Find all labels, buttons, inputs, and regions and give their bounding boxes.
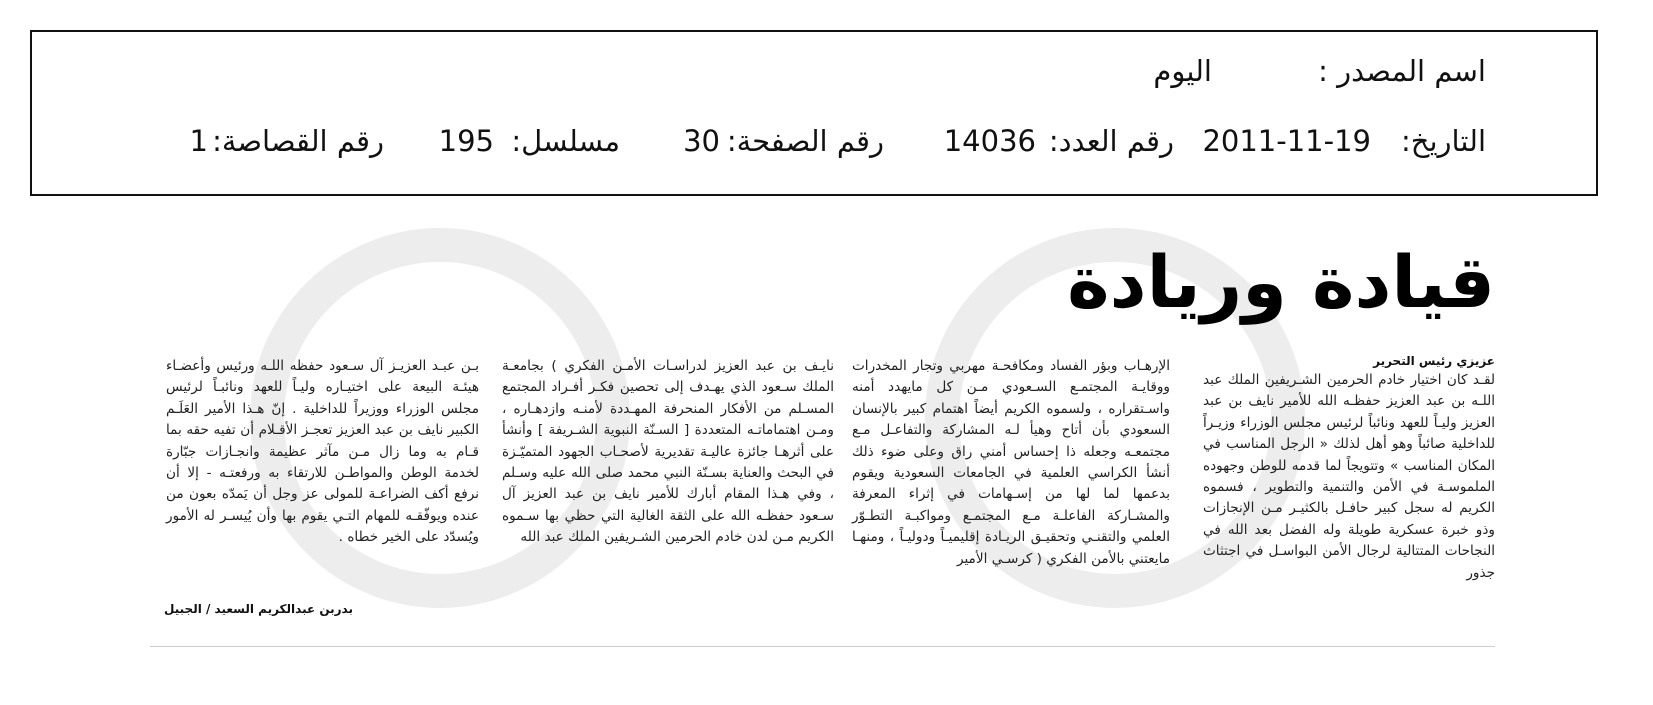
issue-label: رقم العدد:	[1048, 124, 1174, 158]
article-column-2	[852, 356, 1170, 570]
article-headline: قيادة وريادة	[1067, 240, 1495, 324]
column-text: نايـف بن عبد العزيز لدراسـات الأمـن الفكري ) بجامعـة الملك سـعود الذي يهـدف إلى تحصين فكـر أفـراد المجتمع المسـلم من الأفكار المنحرفة المهـددة لأمنـه وازدهـاره ، ومـن اهتماماتـه المتعددة [ السـنّة النبوية الشـريفة ] وأنشأ على أثرهـا جائزة عاليـة تقديرية لأصحـاب الجهود المتميّـزة في البحث والعناية بسـنّة النبي محمد صلى الله عليه وسـلم ، وفي هـذا المقام أبارك للأمير نايف بن عبد العزيز آل سـعود حفظـه الله على الثقة الغالية التي حظي بها سـموه الكريم مـن لدن خادم الحرمين الشـريفين الملك عبد الله	[502, 358, 834, 546]
date-value: 2011-11-19	[1202, 124, 1371, 158]
author-signature: بدربن عبدالكريم السعيد / الجبيل	[164, 602, 353, 616]
page-value: 30	[683, 124, 720, 158]
salutation: عزيزي رئيس التحرير	[1373, 354, 1495, 368]
bottom-divider	[150, 646, 1495, 647]
source-label: اسم المصدر :	[1318, 54, 1486, 88]
article-column-4	[166, 356, 479, 549]
column-text: بـن عبـد العزيـز آل سـعود حفظه اللـه ورئيس وأعضـاء هيئـة البيعة على اختيـاره وليـاً للعهد ونائبـاً لرئيس مجلس الوزراء ووزيراً للداخلية . إنّ هـذا الأمير العَلَـم الكبير نايف بن عبد العزيز تعجـز الأقـلام أن تفيه حقه بما قـام به وما زال مـن مآثر عظيمة وانجـازات جبّارة لخدمة الوطن والمواطـن للارتقاء به ورفعتـه - إلا أن نرفع أكف الضراعـة للمولى عز وجل أن يَمدّه بعون من عنده ويوفّقـه للمهام التـي يقوم بها وأن يُيسـر له الأمور ويُسدّد على الخير خطاه .	[166, 358, 479, 546]
serial-value: 195	[438, 124, 494, 158]
date-label: التاريخ:	[1400, 124, 1486, 158]
page-label: رقم الصفحة:	[726, 124, 884, 158]
column-text: لقـد كان اختيار خادم الحرمين الشـريفين الملك عبد اللـه بن عبد العزيز حفظـه الله للأمير نايف بن عبد العزيز وليـاً للعهد ونائباً لرئيس مجلس الوزراء وزيـراً للداخلية صائباً وهو أهل لذلك « الرجل المناسب في المكان المناسب » وتتويجاً لما قدمه للوطن وجهوده الملموسـة في الأمن والتنمية والتطوير ، فسموه الكريم له سجل كبير حافـل بالكثيـر مـن الإنجازات وذو خبرة عسكرية طويلة وله الفضل بعد الله في النجاحات المتتالية لرجال الأمن البواسـل في اجتثاث جذور	[1203, 372, 1495, 581]
meta-row	[32, 124, 1596, 164]
column-text: الإرهـاب وبؤر الفساد ومكافحـة مهربي وتجار المخدرات ووقايـة المجتمـع السـعودي مـن كل مايهدد أمنه واسـتقراره ، ولسموه الكريم أيضاً اهتمام كبير بالإنسان السعودي بأن أتاح وهيأ لـه المشاركة والتفاعـل مـع مجتمعـه وجعله ذا إحساس أمني راق وعلى ضوء ذلك أنشأ الكراسي العلمية في الجامعات السعودية ويقوم بدعمها لما لها من إسـهامات في إثراء المعرفة والمشـاركة الفاعلـة مـع المجتمـع ومواكبـة التطـوّر العلمي والتقنـي وتحقيـق الريـادة إقليميـاً ودوليـاً ، ومنهـا مايعتني بالأمن الفكري ( كرسـي الأمير	[852, 358, 1170, 567]
article-column-1	[1203, 370, 1495, 584]
issue-value: 14036	[943, 124, 1036, 158]
clip-value: 1	[189, 124, 208, 158]
source-value: اليوم	[1153, 54, 1212, 88]
source-info-box	[30, 30, 1598, 196]
clip-label: رقم القصاصة:	[212, 124, 384, 158]
source-row	[32, 54, 1596, 94]
article-column-3	[502, 356, 834, 549]
serial-label: مسلسل:	[511, 124, 620, 158]
